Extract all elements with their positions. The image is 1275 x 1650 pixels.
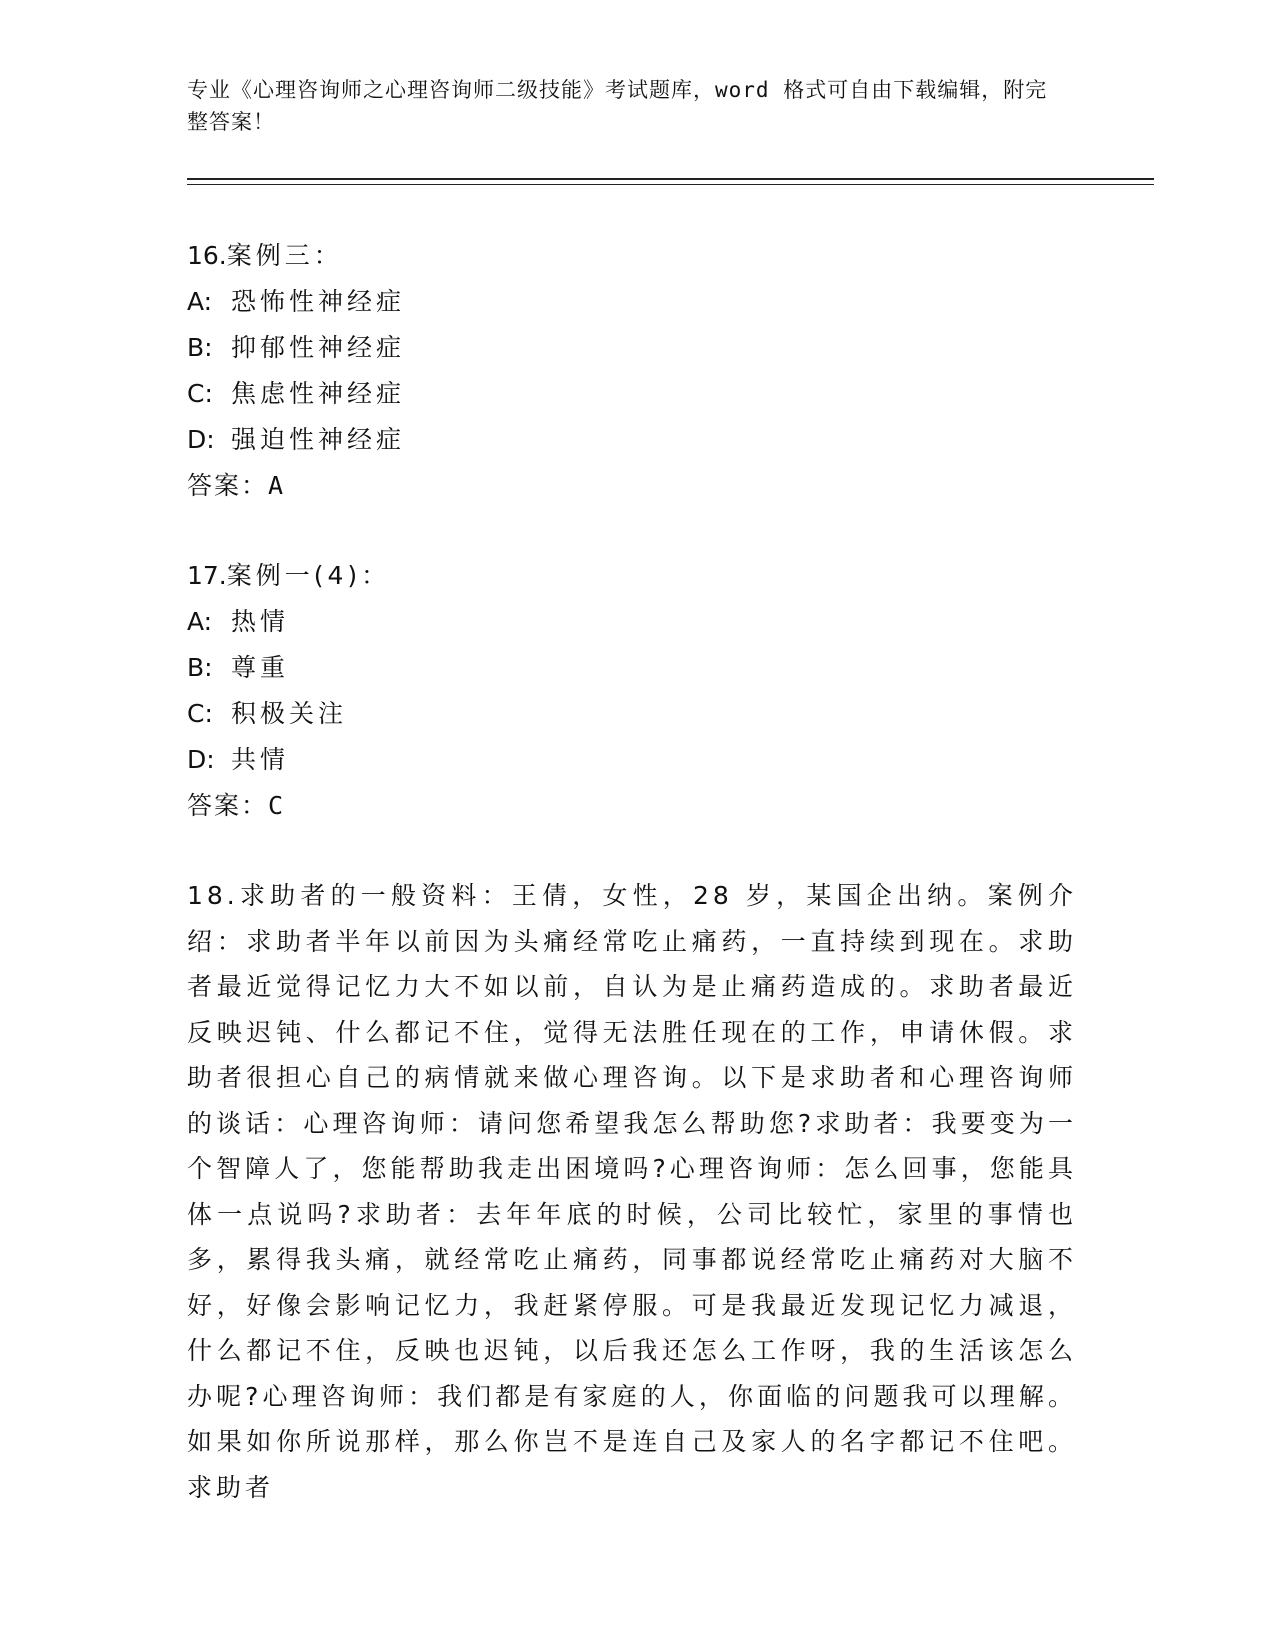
option-letter: B: [187,333,213,362]
option-c [187,371,405,417]
option-b [187,645,390,691]
option-text: 尊重 [231,653,290,682]
question-18 [187,873,1077,1510]
header-divider-thick [187,178,1154,180]
question-stem [187,233,405,279]
question-stem-text: 案例一(4)： [226,561,391,590]
answer-label: 答案： [187,791,269,820]
option-d [187,737,390,783]
option-letter: A: [187,607,213,636]
option-text: 热情 [231,607,290,636]
option-letter: C: [187,379,213,408]
option-text: 共情 [231,745,290,774]
question-number: 18. [187,881,239,910]
option-letter: D: [187,745,215,774]
option-letter: C: [187,699,213,728]
option-text: 强迫性神经症 [231,425,406,454]
answer-value: A [268,471,286,500]
option-text: 恐怖性神经症 [231,287,406,316]
question-number: 16. [187,241,227,270]
option-d [187,417,405,463]
question-number: 17. [187,561,227,590]
document-header: 专业《心理咨询师之心理咨询师二级技能》考试题库，word 格式可自由下载编辑，附完整答案！ [187,78,1048,134]
option-a [187,599,390,645]
option-letter: D: [187,425,215,454]
question-stem [187,553,390,599]
answer-line [187,463,405,509]
option-text: 积极关注 [231,699,348,728]
question-stem-text: 求助者的一般资料：王倩，女性，28 岁，某国企出纳。案例介绍：求助者半年以前因为头痛经常吃止痛药，一直持续到现在。求助者最近觉得记忆力大不如以前，自认为是止痛药造成的。求助者最近反映迟钝、什么都记不住，觉得无法胜任现在的工作，申请休假。求助者很担心自己的病情就来做心理咨询。以下是求助者和心理咨询师的谈话：心理咨询师：请问您希望我怎么帮助您?求助者：我要变为一个智障人了，您能帮助我走出困境吗?心理咨询师：怎么回事，您能具体一点说吗?求助者：去年年底的时候，公司比较忙，家里的事情也多，累得我头痛，就经常吃止痛药，同事都说经常吃止痛药对大脑不好，好像会影响记忆力，我赶紧停服。可是我最近发现记忆力减退，什么都记不住，反映也迟钝，以后我还怎么工作呀，我的生活该怎么办呢?心理咨询师：我们都是有家庭的人，你面临的问题我可以理解。如果如你所说那样，那么你岂不是连自己及家人的名字都记不住吧。求助者 [187,881,1077,1502]
header-divider-thin [187,184,1154,185]
question-stem-text: 案例三： [226,241,343,270]
option-letter: A: [187,287,213,316]
option-letter: B: [187,653,213,682]
option-b [187,325,405,371]
answer-label: 答案： [187,471,269,500]
question-16 [187,233,405,509]
answer-value: C [268,791,286,820]
question-stem [187,873,1077,1510]
answer-line [187,783,390,829]
option-a [187,279,405,325]
question-17 [187,553,390,829]
option-text: 焦虑性神经症 [231,379,406,408]
option-text: 抑郁性神经症 [231,333,406,362]
option-c [187,691,390,737]
